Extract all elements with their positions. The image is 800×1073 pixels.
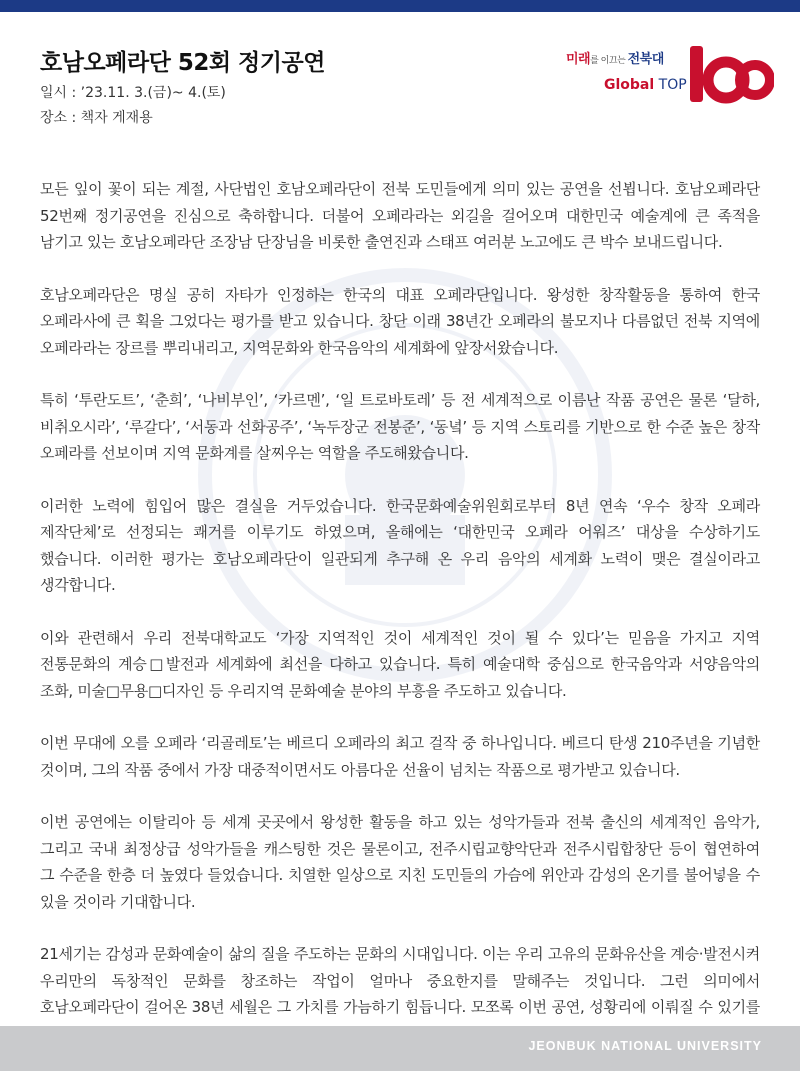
body-paragraph: 특히 ‘투란도트’, ‘춘희’, ‘나비부인’, ‘카르멘’, ‘일 트로바토레’ 등 전 세계적으로 이름난 작품 공연은 물론 ‘달하, 비취오시라’, ‘루갈다’, ‘서동과 선화공주’, ‘녹두장군 전봉준’, ‘동녘’ 등 지역 스토리를 기반으로 한 수준 높은 창작 오페라를 선보이며 지역 문화계를 살찌우는 역할을 주도해왔습니다. — [40, 391, 760, 462]
logo-100-mark — [686, 40, 774, 106]
logo-slogan-lead: 미래 — [566, 52, 591, 67]
page-title: 호남오페라단 52회 정기공연 — [40, 50, 325, 76]
event-place: 장소 : 책자 게재용 — [40, 110, 153, 126]
event-date: 일시 : ’23.11. 3.(금)~ 4.(토) — [40, 85, 226, 101]
logo-global: Global — [604, 77, 655, 93]
logo-slogan — [566, 48, 664, 67]
body-paragraph: 21세기는 감성과 문화예술이 삶의 질을 주도하는 문화의 시대입니다. 이는 우리 고유의 문화유산을 계승·발전시켜 우리만의 독창적인 문화를 창조하는 작업이 얼마나 중요한지를 말해주는 것입니다. 그런 의미에서 호남오페라단이 걸어온 38년 세월은 그 가치를 가늠하기 힘듭니다. 모쪼록 이번 공연, 성황리에 이뤄질 수 있기를 — [40, 945, 760, 1016]
university-logo — [566, 40, 776, 110]
logo-slogan-tail: 전북대 — [627, 52, 664, 67]
logo-global-top — [604, 77, 687, 93]
document-body — [40, 176, 760, 1073]
body-paragraph: 호남오페라단은 명실 공히 자타가 인정하는 한국의 대표 오페라단입니다. 왕성한 창작활동을 통하여 한국 오페라사에 큰 획을 그었다는 평가를 받고 있습니다. 창단 이래 38년간 오페라의 불모지나 다름없던 전북 지역에 오페라라는 장르를 뿌리내리고, 지역문화와 한국음악의 세계화에 앞장서왔습니다. — [40, 285, 760, 357]
logo-top: TOP — [654, 77, 687, 93]
body-paragraph: 이번 공연에는 이탈리아 등 세계 곳곳에서 왕성한 활동을 하고 있는 성악가들과 전북 출신의 세계적인 음악가, 그리고 국내 최정상급 성악가들을 캐스팅한 것은 물론이고, 전주시립교향악단과 전주시립합창단 등이 협연하여 그 수준을 한층 더 높였다 들었습니다. 치열한 일상으로 지친 도민들의 가슴에 위안과 감성의 온기를 불어넣을 수 있을 것이라 기대합니다. — [40, 813, 760, 911]
body-paragraph: 이러한 노력에 힘입어 많은 결실을 거두었습니다. 한국문화예술위원회로부터 8년 연속 ‘우수 창작 오페라 제작단체’로 선정되는 쾌거를 이루기도 하였으며, 올해에는 ‘대한민국 오페라 어워즈’ 대상을 수상하기도 했습니다. 이러한 평가는 호남오페라단이 일관되게 추구해 온 우리 음악의 세계화 노력이 맺은 결실이라고 생각합니다. — [40, 496, 760, 594]
logo-slogan-mid: 를 이끄는 — [590, 56, 628, 66]
footer-university-name: JEONBUK NATIONAL UNIVERSITY — [528, 1039, 762, 1053]
footer-bar — [0, 1026, 800, 1071]
body-paragraph: 이번 무대에 오를 오페라 ‘리골레토’는 베르디 오페라의 최고 걸작 중 하나입니다. 베르디 탄생 210주년을 기념한 것이며, 그의 작품 중에서 가장 대중적이면서도 아름다운 선율이 넘치는 작품으로 평가받고 있습니다. — [40, 734, 760, 779]
body-paragraph: 이와 관련해서 우리 전북대학교도 ‘가장 지역적인 것이 세계적인 것이 될 수 있다’는 믿음을 가지고 지역 전통문화의 계승□발전과 세계화에 최선을 다하고 있습니다. 특히 예술대학 중심으로 한국음악과 서양음악의 조화, 미술□무용□디자인 등 우리지역 문화예술 분야의 부흥을 주도하고 있습니다. — [40, 628, 760, 700]
body-paragraph: 모든 잎이 꽃이 되는 계절, 사단법인 호남오페라단이 전북 도민들에게 의미 있는 공연을 선뵙니다. 호남오페라단 52번째 정기공연을 진심으로 축하합니다. 더불어 오페라라는 외길을 걸어오며 대한민국 예술계에 큰 족적을 남기고 있는 호남오페라단 조장남 단장님을 비롯한 출연진과 스태프 여러분 노고에도 큰 박수 보내드립니다. — [40, 180, 760, 251]
top-accent-bar — [0, 0, 800, 12]
